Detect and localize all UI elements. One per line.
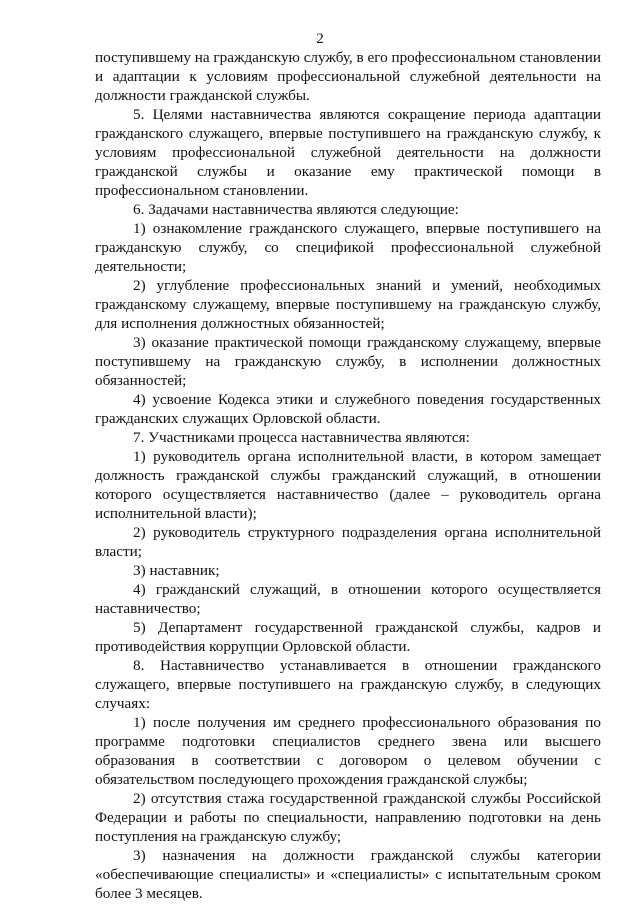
paragraph: 2) руководитель структурного подразделения органа исполнительной власти;	[95, 524, 601, 560]
paragraph: 3) наставник;	[133, 562, 220, 579]
paragraph: 4) гражданский служащий, в отношении которого осуществляется наставничество;	[95, 581, 601, 617]
paragraph: 7. Участниками процесса наставничества являются:	[133, 429, 470, 446]
paragraph: 2) углубление профессиональных знаний и умений, необходимых гражданскому служащему, впервые поступившему на гражданскую службу, для исполнения должностных обязанностей;	[95, 277, 601, 332]
paragraph: 1) руководитель органа исполнительной власти, в котором замещает должность гражданской службы гражданский служащий, в отношении которого осуществляется наставничество (далее – руководитель органа исполнительной власти);	[95, 448, 601, 522]
paragraph: 1) ознакомление гражданского служащего, впервые поступившего на гражданскую службу, со спецификой профессиональной служебной деятельности;	[95, 220, 601, 275]
paragraph: 6. Задачами наставничества являются следующие:	[133, 201, 459, 218]
paragraph: 5. Целями наставничества являются сокращение периода адаптации гражданского служащего, впервые поступившего на гражданскую службу, к условиям профессиональной служебной деятельности на должности гражданской службы и оказание ему практической помощи в профессиональном становлении.	[95, 106, 601, 199]
document-body	[95, 48, 601, 903]
paragraph: 4) усвоение Кодекса этики и служебного поведения государственных гражданских служащих Орловской области.	[95, 391, 601, 427]
paragraph: 3) оказание практической помощи гражданскому служащему, впервые поступившему на гражданскую службу, в исполнении должностных обязанностей;	[95, 334, 601, 389]
paragraph: 1) после получения им среднего профессионального образования по программе подготовки специалистов среднего звена или высшего образования в соответствии с договором о целевом обучении с обязательством последующего прохождения гражданской службы;	[95, 714, 601, 788]
paragraph: 2) отсутствия стажа государственной гражданской службы Российской Федерации и работы по специальности, направлению подготовки на день поступления на гражданскую службу;	[95, 790, 601, 845]
page-number: 2	[316, 31, 324, 47]
paragraph: 8. Наставничество устанавливается в отношении гражданского служащего, впервые поступившего на гражданскую службу, в следующих случаях:	[95, 657, 601, 712]
paragraph: 3) назначения на должности гражданской службы категории «обеспечивающие специалисты» и «специалисты» с испытательным сроком более 3 месяцев.	[95, 847, 601, 902]
paragraph: 5) Департамент государственной гражданской службы, кадров и противодействия коррупции Орловской области.	[95, 619, 601, 655]
paragraph: поступившему на гражданскую службу, в его профессиональном становлении и адаптации к условиям профессиональной служебной деятельности на должности гражданской службы.	[95, 49, 601, 104]
